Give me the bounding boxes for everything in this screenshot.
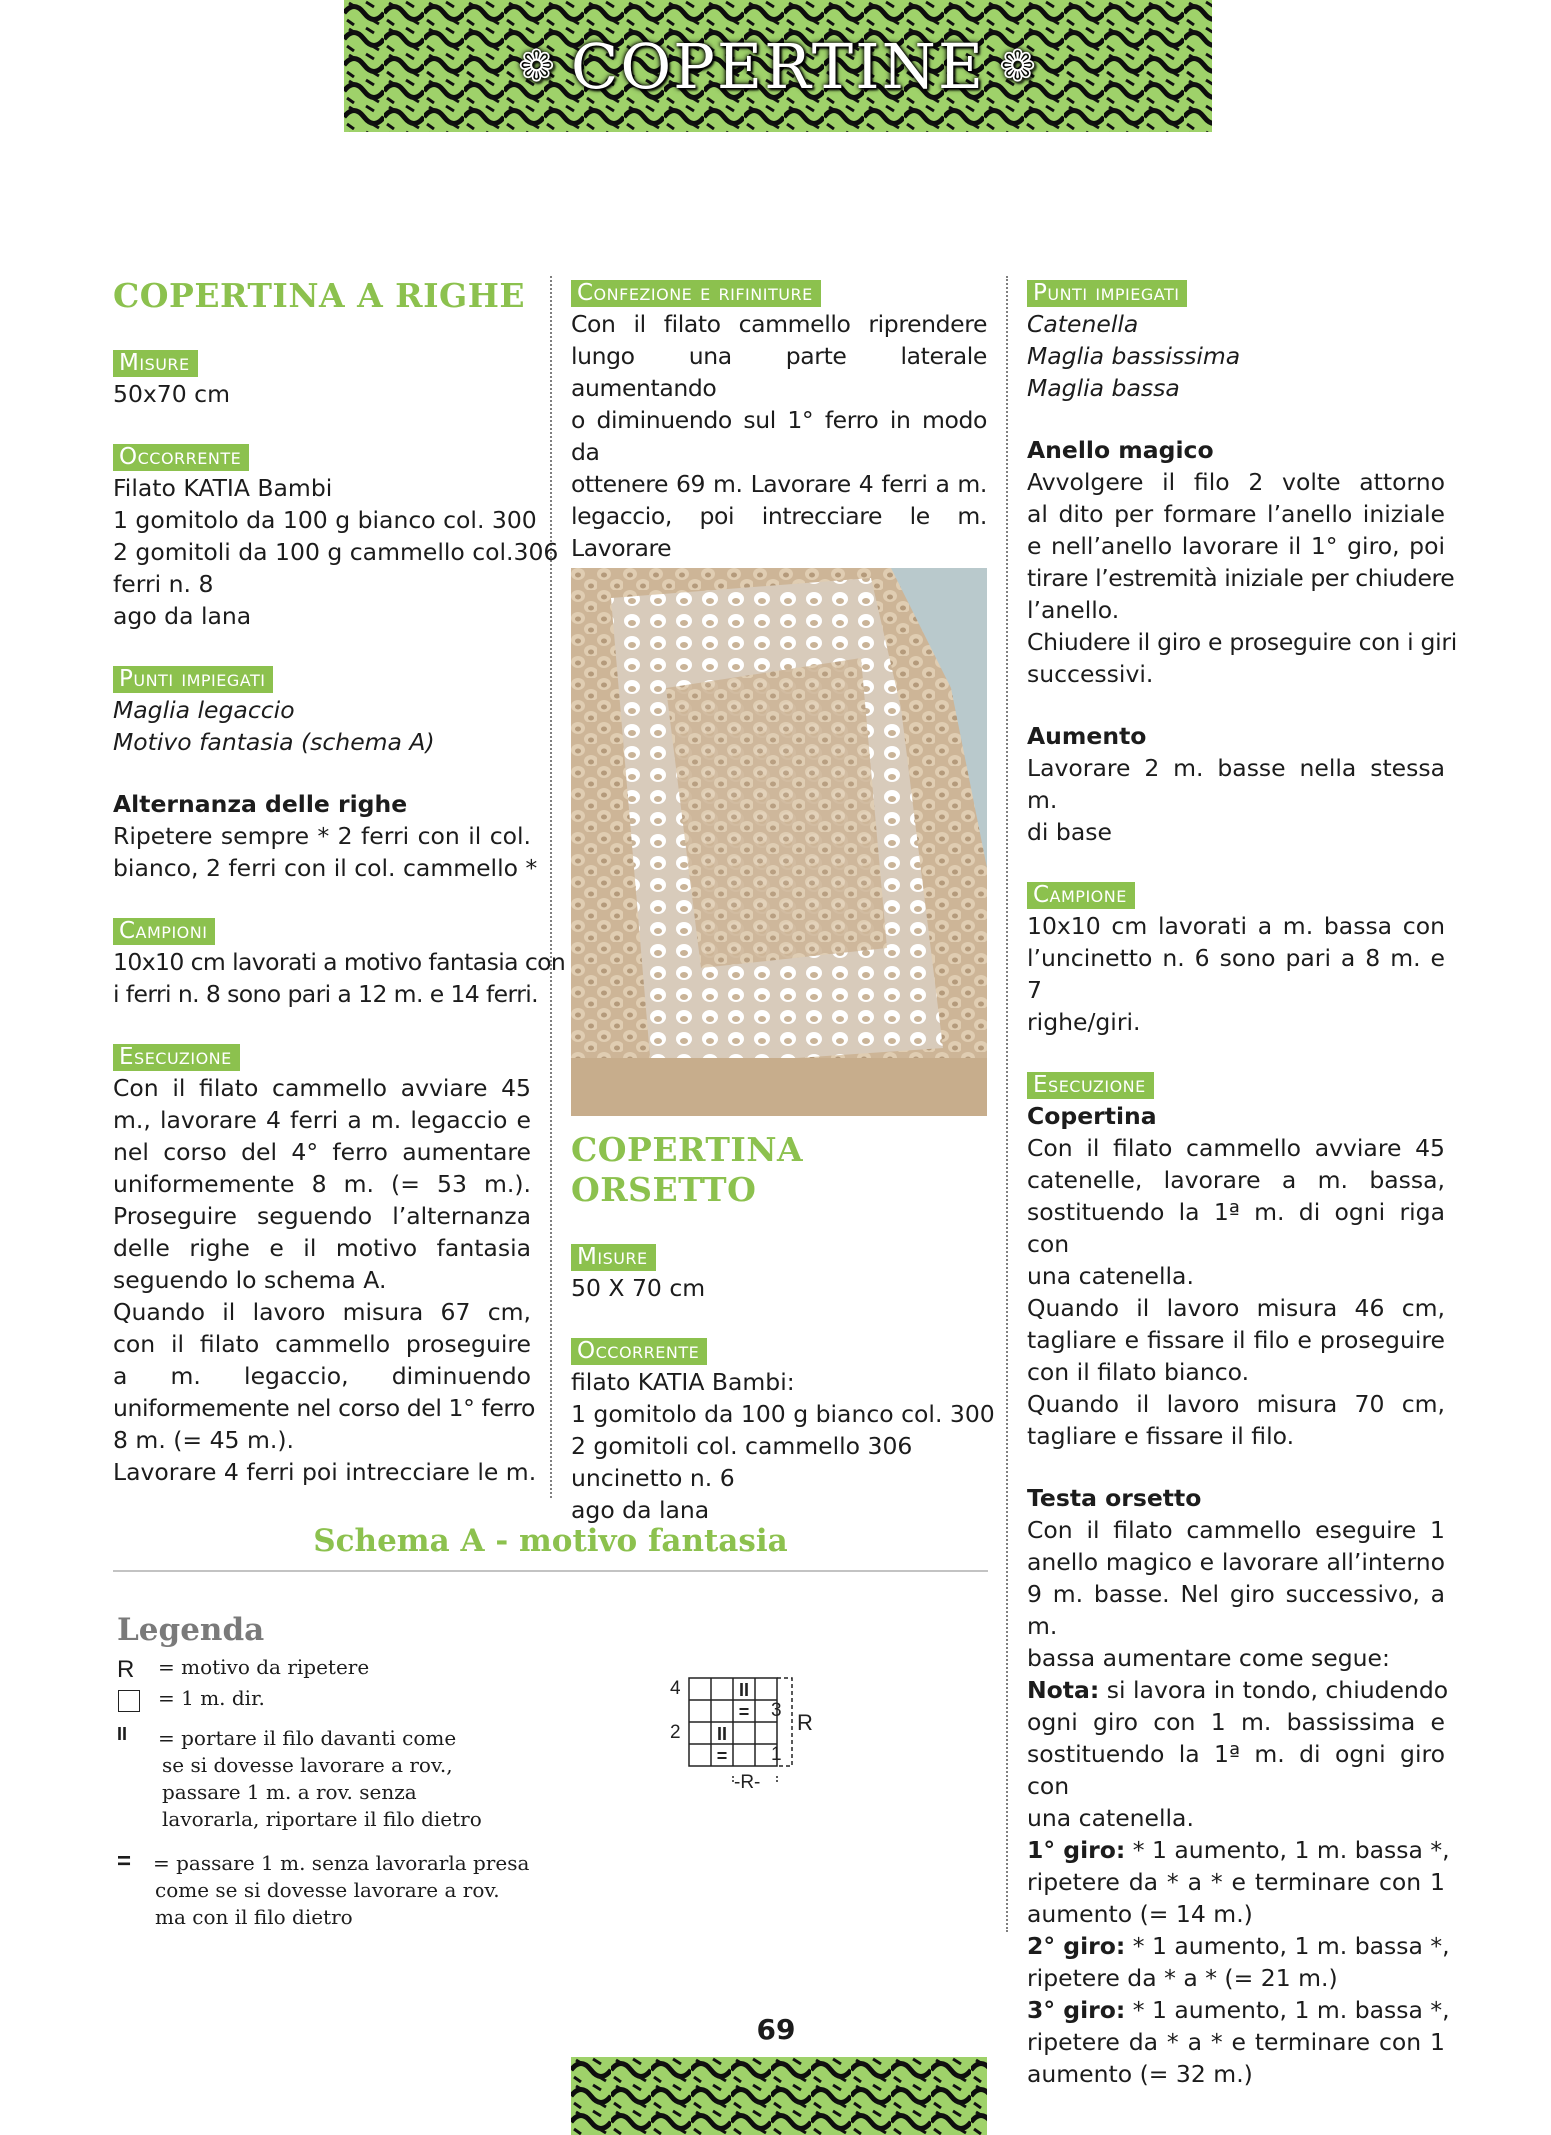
knit-texture-image: [571, 568, 987, 1116]
subheading: Testa orsetto: [1027, 1484, 1202, 1512]
legend-symbol-knit-square-icon: [118, 1690, 140, 1712]
section-label: Misure: [113, 350, 198, 377]
legend-text: = portare il filo davanti come se si dovesse lavorare a rov., passare 1 m. a rov. senza lavorarla, riportare il filo dietro: [158, 1726, 482, 1831]
section-label: Occorrente: [571, 1338, 707, 1365]
footer-banner: [571, 2057, 987, 2135]
column-separator: [1006, 276, 1008, 1932]
occorrente-text: filato KATIA Bambi: 1 gomitolo da 100 g bianco col. 300 2 gomitoli col. cammello 306 uncinetto n. 6 ago da lana: [571, 1368, 995, 1524]
campione-text: 10x10 cm lavorati a m. bassa con l’uncinetto n. 6 sono pari a 8 m. e 7 righe/giri.: [1027, 912, 1445, 1036]
aumento-text: Lavorare 2 m. basse nella stessa m. di base: [1027, 754, 1445, 846]
repeat-label: -R-: [734, 1772, 761, 1793]
section-label: Campioni: [113, 918, 215, 945]
knitting-chart: [664, 1670, 834, 1800]
section-label: Esecuzione: [113, 1044, 240, 1071]
subheading: Alternanza delle righe: [113, 790, 408, 818]
legend-symbol-slip-front: II: [117, 1724, 128, 1744]
subheading: Anello magico: [1027, 436, 1214, 464]
occorrente-text: Filato KATIA Bambi 1 gomitolo da 100 g bianco col. 300 2 gomitoli da 100 g cammello col.306 ferri n. 8 ago da lana: [113, 474, 559, 630]
confezione-text: Con il filato cammello riprendere lungo una parte laterale aumentando o diminuendo sul 1° ferro in modo da ottenere 69 m. Lavorare 4 ferri a m. legaccio, poi intrecciare le m. Lavorare: [571, 310, 987, 562]
divider: [113, 1570, 988, 1572]
giro-line: 1° giro: * 1 aumento, 1 m. bassa *,: [1027, 1836, 1450, 1864]
section-label: Campione: [1027, 882, 1135, 909]
header-banner: [344, 0, 1212, 132]
section-label: Punti impiegati: [1027, 280, 1187, 307]
legend-title: Legenda: [117, 1612, 265, 1648]
left-column: [113, 276, 566, 1488]
chart-cell: II: [738, 1680, 750, 1700]
leaf-texture-bottom: [571, 2057, 987, 2135]
alternanza-text: Ripetere sempre * 2 ferri con il col. bianco, 2 ferri con il col. cammello *: [113, 822, 538, 882]
legend-text: = 1 m. dir.: [158, 1686, 265, 1710]
legend-symbol-repeat: R: [117, 1656, 135, 1683]
row-label: 1: [771, 1744, 782, 1765]
punti-text: Catenella Maglia bassissima Maglia bassa: [1027, 310, 1241, 402]
section-label: Misure: [571, 1244, 656, 1271]
page-title: [344, 0, 1212, 132]
section-label: Confezione e rifiniture: [571, 280, 821, 307]
giro-line: 2° giro: * 1 aumento, 1 m. bassa *,: [1027, 1932, 1450, 1960]
flower-ornament-right: ❁: [999, 40, 1038, 92]
repeat-label: R: [797, 1710, 813, 1735]
blanket-photo: [571, 568, 987, 1116]
misure-text: 50 X 70 cm: [571, 1274, 706, 1302]
chart-cell: =: [716, 1746, 728, 1766]
anello-text: Avvolgere il filo 2 volte attorno al dito per formare l’anello iniziale e nell’anello lavorare il 1° giro, poi tirare l’estremità iniziale per chiudere l’anello. Chiudere il giro e proseguire con i giri successivi.: [1027, 468, 1457, 688]
chart-cell: II: [716, 1724, 728, 1744]
giro-line: 3° giro: * 1 aumento, 1 m. bassa *,: [1027, 1996, 1450, 2024]
campioni-text: 10x10 cm lavorati a motivo fantasia con i ferri n. 8 sono pari a 12 m. e 14 ferri.: [113, 948, 566, 1008]
subheading: Copertina: [1027, 1102, 1157, 1130]
pattern-title: COPERTINA ORSETTO: [571, 1130, 804, 1209]
misure-text: 50x70 cm: [113, 380, 230, 408]
flower-ornament-left: ❁: [518, 40, 557, 92]
legend-symbol-slip-back: =: [117, 1848, 132, 1875]
schema-title: Schema A - motivo fantasia: [313, 1523, 788, 1559]
page-number: 69: [756, 2013, 796, 2046]
legend-text: = motivo da ripetere: [158, 1655, 370, 1679]
chart-cell: =: [738, 1702, 750, 1722]
section-label: Occorrente: [113, 444, 249, 471]
legend-text: = passare 1 m. senza lavorarla presa come se si dovesse lavorare a rov. ma con il filo dietro: [153, 1851, 530, 1929]
punti-text: Maglia legaccio Motivo fantasia (schema A): [113, 696, 435, 756]
testa-text: Con il filato cammello eseguire 1 anello magico e lavorare all’interno 9 m. basse. Nel giro successivo, a m. bassa aumentare come segue: Nota: si lavora in tondo, chiudendo ogni giro con 1 m. bassissima e sostituendo la 1ª m. di ogni giro con una catenella. 1° giro: * 1 aumento, 1 m. bassa *, ripetere da * a * e terminare con 1 aumento (= 14 m.) 2° giro: * 1 aumento, 1 m. bassa *, ripetere da * a * (= 21 m.) 3° giro: * 1 aumento, 1 m. bassa *, ripetere da * a * e terminare con 1 aumento (= 32 m.): [1027, 1516, 1450, 2088]
column-separator: [550, 276, 552, 1498]
row-label: 3: [771, 1700, 782, 1721]
subheading: Aumento: [1027, 722, 1147, 750]
row-label: 2: [670, 1722, 681, 1743]
section-label: Punti impiegati: [113, 666, 273, 693]
section-label: Esecuzione: [1027, 1072, 1154, 1099]
pattern-title: COPERTINA A RIGHE: [113, 276, 526, 315]
right-column: [1027, 276, 1457, 2090]
nota-line: Nota: si lavora in tondo, chiudendo: [1027, 1676, 1449, 1704]
row-label: 4: [670, 1678, 681, 1699]
esecuzione-text: Con il filato cammello avviare 45 m., lavorare 4 ferri a m. legaccio e nel corso del 4° ferro aumentare uniformemente 8 m. (= 53 m.). Proseguire seguendo l’alternanza delle righe e il motivo fantasia seguendo lo schema A. Quando il lavoro misura 67 cm, con il filato cammello proseguire a m. legaccio, diminuendo uniformemente nel corso del 1° ferro 8 m. (= 45 m.). Lavorare 4 ferri poi intrecciare le m.: [113, 1074, 537, 1486]
copertina-text: Con il filato cammello avviare 45 catenelle, lavorare a m. bassa, sostituendo la 1ª m. di ogni riga con una catenella. Quando il lavoro misura 46 cm, tagliare e fissare il filo e proseguire con il filato bianco. Quando il lavoro misura 70 cm, tagliare e fissare il filo.: [1027, 1134, 1445, 1450]
section-title: COPERTINE: [570, 29, 986, 103]
orsetto-intro: [571, 1130, 995, 1526]
